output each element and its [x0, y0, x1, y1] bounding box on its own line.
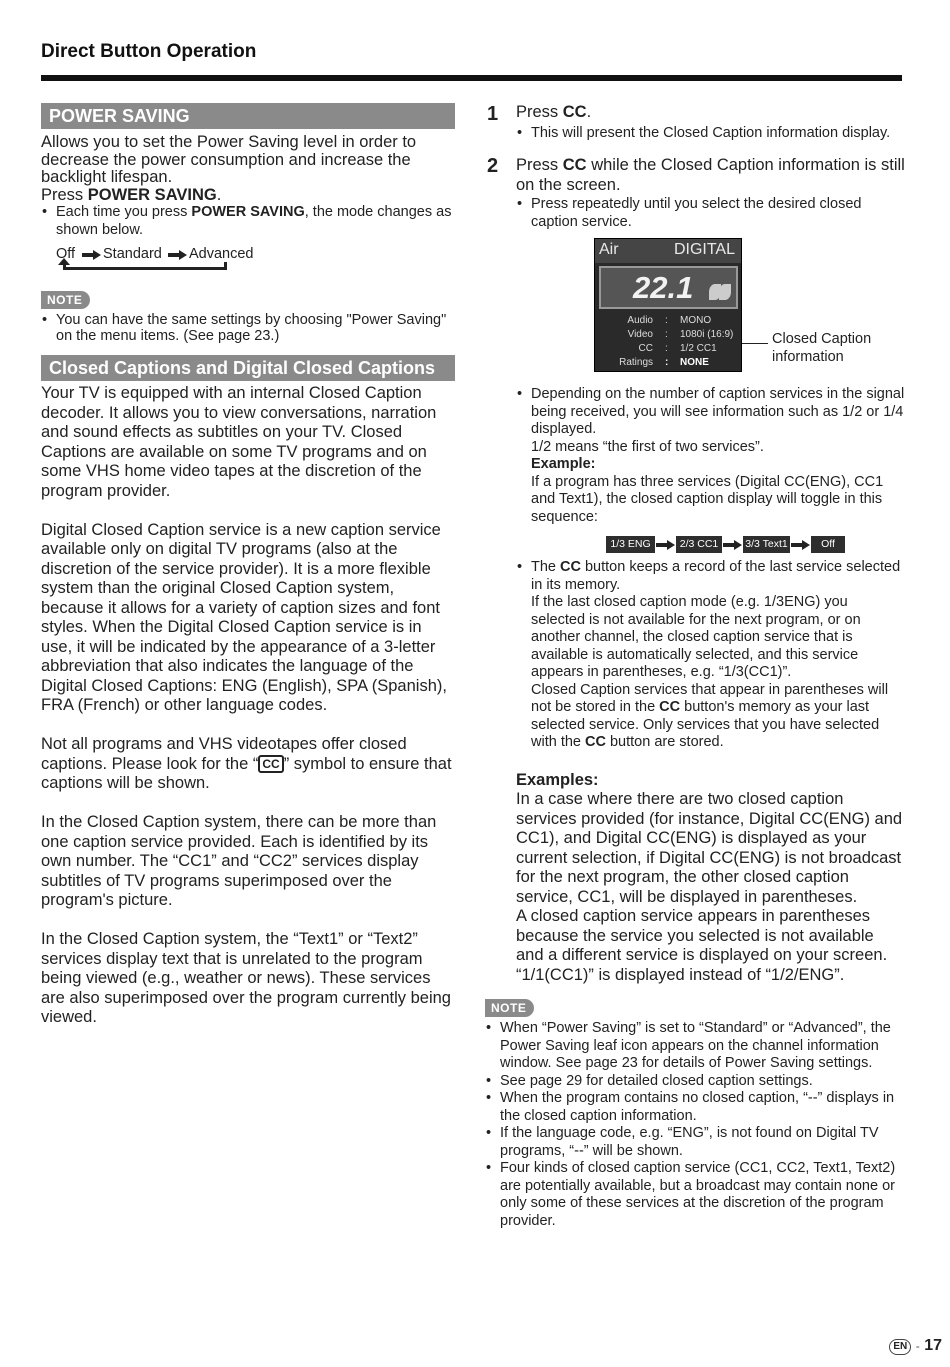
note-item: • See page 29 for detailed closed caption settings.	[485, 1073, 905, 1091]
closed-captions-heading: Closed Captions and Digital Closed Captions	[41, 355, 455, 381]
note-item: • When “Power Saving” is set to “Standard” or “Advanced”, the Power Saving leaf icon appears on the channel information window. See page 23 for details of Power Saving settings.	[485, 1020, 905, 1073]
leaf-icon	[719, 284, 731, 300]
seq-chip: 1/3 ENG	[606, 536, 655, 553]
step-1-bullet: • This will present the Closed Caption information display.	[516, 125, 905, 143]
osd-row: Ratings : NONE	[619, 357, 709, 368]
step-2-bullet: • Press repeatedly until you select the desired closed caption service.	[516, 196, 905, 231]
power-saving-note: • You can have the same settings by choosing "Power Saving" on the menu items. (See page 23.)	[41, 312, 455, 344]
step-number: 1	[487, 103, 499, 125]
seq-chip: Off	[811, 536, 845, 553]
step-1	[485, 103, 905, 142]
power-saving-mode-cycle	[41, 244, 455, 278]
osd-panel	[594, 238, 742, 372]
arrow-right-icon	[656, 541, 675, 549]
seq-chip: 3/3 Text1	[743, 536, 790, 553]
arrow-right-icon	[168, 251, 187, 259]
footer-dash: -	[915, 1339, 920, 1353]
examples-paragraph-1: In a case where there are two closed caption services provided (for instance, Digital CC(ENG) and CC1), and Digital CC(ENG) is displayed as your current selection, if Digital CC(ENG) is not broadcast for the next program, the other closed caption service, CC1, will be displayed in parentheses.	[516, 790, 903, 906]
note-badge: NOTE	[485, 999, 534, 1017]
arrow-right-icon	[82, 251, 101, 259]
callout-label: Closed Caption information	[772, 331, 872, 365]
note-list	[485, 1020, 905, 1230]
return-loop-icon	[63, 262, 227, 270]
examples-label: Examples:	[516, 770, 599, 789]
mode-advanced: Advanced	[189, 246, 254, 262]
step-1-text: Press CC.	[516, 103, 592, 121]
step-number: 2	[487, 155, 499, 177]
seq-chip: 2/3 CC1	[676, 536, 722, 553]
cc-toggle-sequence	[516, 536, 905, 558]
header-rule	[41, 75, 902, 81]
cc-paragraph-5: In the Closed Caption system, the “Text1” or “Text2” services display text that is unrelated to the program being viewed (e.g., weather or news). These services are also superimposed over the program currently being viewed.	[41, 930, 451, 1026]
page-header-title: Direct Button Operation	[41, 41, 257, 62]
step-2-text: Press CC while the Closed Caption information is still on the screen.	[516, 156, 905, 194]
cc-paragraph-2: Digital Closed Caption service is a new caption service available only on digital TV programs (also at the discretion of the service provider). It is a more flexible system than the original Closed Caption system, because it allows for a variety of caption sizes and font styles. When the Digital Closed Caption service is in use, it will be indicated by the appearance of a 3-letter abbreviation that also indicates the language of the Digital Closed Captions: ENG (English), SPA (Spanish), FRA (French) or other language codes.	[41, 520, 447, 714]
osd-channel-box	[599, 266, 738, 309]
right-bullet-2: • The CC button keeps a record of the last service selected in its memory. If the last closed caption mode (e.g. 1/3ENG) you selected is not available for the next program, or on another channel, the closed caption service that is available is automatically selected, and this service appears in parentheses, e.g. “1/3(CC1)”. Closed Caption services that appear in parentheses will not be stored in the CC button's memory as your last selected service. Only services that you have selected with the CC button are stored.	[516, 559, 905, 752]
cc-info-display	[516, 238, 905, 378]
osd-row: Audio : MONO	[627, 315, 712, 326]
osd-source: Air	[599, 241, 619, 258]
osd-row: Video : 1080i (16:9)	[627, 329, 734, 340]
step-2	[485, 155, 905, 985]
mode-standard: Standard	[103, 246, 162, 262]
note-item: • If the language code, e.g. “ENG”, is not found on Digital TV programs, “--” will be shown.	[485, 1125, 905, 1160]
power-saving-heading: POWER SAVING	[41, 103, 455, 129]
note-item: • When the program contains no closed caption, “--” displays in the closed caption information.	[485, 1090, 905, 1125]
osd-row: CC : 1/2 CC1	[638, 343, 717, 354]
page-footer	[889, 1337, 942, 1355]
arrow-up-icon	[58, 258, 70, 265]
language-badge: EN	[889, 1339, 911, 1355]
arrow-right-icon	[791, 541, 810, 549]
osd-top-bar	[595, 239, 741, 263]
power-saving-press: Press POWER SAVING.	[41, 185, 222, 204]
power-saving-bullet: • Each time you press POWER SAVING, the mode changes as shown below.	[41, 204, 455, 239]
right-bullet-1: • Depending on the number of caption services in the signal being received, you will see information such as 1/2 or 1/4 displayed. 1/2 means “the first of two services”. Example: If a program has three services (Digital CC(ENG), CC1 and Text1), the closed caption display will toggle in this sequence:	[516, 386, 905, 526]
right-column	[485, 103, 905, 1230]
cc-symbol-icon: CC	[258, 755, 283, 773]
note-item: • Four kinds of closed caption service (CC1, CC2, Text1, Text2) are potentially available, but a broadcast may contain none or only some of these services at the discretion of the program provider.	[485, 1160, 905, 1230]
callout-line	[742, 343, 768, 344]
osd-channel-number: 22.1	[633, 270, 694, 305]
note-badge: NOTE	[41, 291, 90, 309]
cc-paragraph-3: Not all programs and VHS videotapes offer closed captions. Please look for the “ CC ” symbol to ensure that captions will be shown.	[41, 735, 452, 792]
cc-paragraph-1: Your TV is equipped with an internal Closed Caption decoder. It allows you to view conversations, narration and sound effects as subtitles on your TV. Closed Captions are available on some TV programs and on some VHS home video tapes at the discretion of the program provider.	[41, 384, 437, 500]
osd-info-table	[595, 315, 741, 371]
left-column	[41, 103, 455, 1028]
examples-paragraph-2: A closed caption service appears in parentheses because the service you selected is not available and a different service is displayed on your screen. “1/1(CC1)” is displayed instead of “1/2/ENG”.	[516, 907, 888, 984]
arrow-right-icon	[723, 541, 742, 549]
cc-paragraph-4: In the Closed Caption system, there can be more than one caption service provided. Each is identified by its own number. The “CC1” and “CC2” services display subtitles of TV programs superimposed over the program's picture.	[41, 813, 437, 909]
examples-block	[516, 771, 905, 986]
mode-off: Off	[56, 246, 76, 262]
power-saving-intro: Allows you to set the Power Saving level in order to decrease the power consumption and increase the backlight lifespan.	[41, 133, 417, 186]
page-number: 17	[924, 1337, 942, 1354]
osd-mode: DIGITAL	[673, 241, 735, 258]
